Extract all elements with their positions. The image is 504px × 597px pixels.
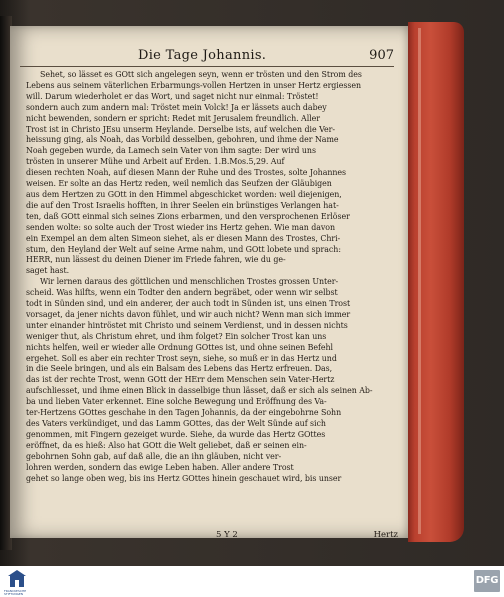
text-line: saget hast. [26,266,70,276]
body-text [26,70,396,484]
text-line: aus dem Hertzen zu GOtt in den Himmel abgeschicket worden: weil diejenigen, [26,189,342,199]
page-edge-red [408,22,464,542]
text-line: weniger thut, als Christum ehret, und ihm folget? Ein solcher Trost kan uns [26,331,327,341]
running-head: Die Tage Johannis. [138,48,267,63]
viewer-bottom-bar [0,566,504,597]
text-line: vorsaget, da jener nichts davon fühlet, und wir auch nicht? Wenn man sich immer [26,309,351,319]
text-line: sondern auch zum andern mal: Tröstet mein Volck! Ja er lässets auch dabey [26,102,327,112]
dfg-logo: DFG [474,570,500,592]
text-line: Lebens aus seinem väterlichen Erbarmungs-vollen Hertzen in unser Hertz ergiessen [26,80,362,90]
text-line: diesen rechten Noah, auf diesen Mann der Ruhe und des Trostes, solte Johannes [26,168,347,178]
text-line: gehet so lange oben weg, bis ins Hertz GOttes hinein geschauet wird, bis unser [26,473,342,483]
text-line: Trost ist in Christo JEsu unserm Heylande. Derselbe ists, auf welchen die Ver- [26,124,335,134]
francke-foundation-logo [2,569,32,595]
page-number: 907 [369,48,394,63]
text-line: aufschliesset, und ihme einen Blick in dasselbige thun lässet, daß er sich als seinen Ab- [26,386,373,396]
text-line: weisen. Er solte an das Hertz reden, weil nemlich das Seufzen der Gläubigen [26,179,332,189]
text-line: ba und lieben Vater erkennet. Eine solche Bewegung und Eröffnung des Va- [26,397,327,407]
page-footer [26,530,398,542]
text-line: in die Seele bringen, und als ein Balsam des Lebens das Hertz erfreuen. Das, [26,364,333,374]
text-line: trösten in unserer Mühe und Arbeit auf Erden. 1.B.Mos.5,29. Auf [26,157,285,167]
text-line: HERR, nun lässest du deinen Diener im Friede fahren, wie du ge- [26,255,286,265]
text-line: lohren werden, sondern das ewige Leben haben. Aller andere Trost [26,462,294,472]
catchword: Hertz [373,530,398,540]
text-line: unter einander hintröstet mit Christo und seinem Verdienst, und in dessen nichts [26,320,348,330]
text-line: eröffnet, da es hieß: Also hat GOtt die Welt geliebet, daß er seinen ein- [26,440,307,450]
text-line: Wir lernen daraus des göttlichen und menschlichen Trostes grossen Unter- [40,277,339,287]
text-line: heissung ging, als Noah, das Vorbild desselben, gebohren, und ihme der Name [26,135,339,145]
text-line: ergehet. Soll es aber ein rechter Trost seyn, siehe, so muß er in das Hertz und [26,353,337,363]
text-line: ten, daß GOtt einmal sich seines Zions erbarmen, und den versprochenen Erlöser [26,211,350,221]
text-line: ter-Hertzens GOttes geschahe in den Tagen Johannis, da der eingebohrne Sohn [26,408,342,418]
text-line: ein Exempel an dem alten Simeon siehet, als er diesen Mann des Trostes, Chri- [26,233,341,243]
signature-mark: 5 Y 2 [216,530,238,540]
text-line: scheid. Was hilfts, wenn ein Todter den andern begräbet, oder wenn wir selbst [26,288,338,298]
text-line: will. Darum wiederholet er das Wort, und saget nicht nur einmal: Tröstet! [26,91,319,101]
text-line: die auf den Trost Israelis hofften, in ihrer Seelen ein brünstiges Verlangen hat- [26,200,339,210]
text-line: Noah gegeben wurde, da Lamech sein Vater von ihm sagte: Der wird uns [26,146,316,156]
text-line: Sehet, so lässet es GOtt sich angelegen seyn, wenn er trösten und den Strom des [40,70,362,79]
text-line: stum, den Heyland der Welt auf seine Arme nahm, und GOtt lobete und sprach: [26,244,341,254]
text-line: senden wolte: so solte auch der Trost wieder ins Hertz gehen. Wie man davon [26,222,336,232]
text-line: todt in Sünden sind, und ein anderer, der auch todt in Sünden ist, uns einen Trost [26,299,351,309]
text-line: genommen, mit Fingern gezeiget wurde. Siehe, da wurde das Hertz GOttes [26,429,326,439]
text-line: des Vaters verkündiget, und das Lamm GOttes, das der Welt Sünde auf sich [26,419,326,428]
text-line: gebohrnen Sohn gab, auf daß alle, die an ihn gläuben, nicht ver- [26,451,282,461]
page-header [20,48,394,66]
orphan-house-icon [2,569,32,589]
text-line: das ist der rechte Trost, wenn GOtt der HErr dem Menschen sein Vater-Hertz [26,375,335,385]
text-line: nichts helfen, weil er wieder alle Ordnung GOttes ist, und ohne seinen Befehl [26,342,334,352]
logo-text: FRANCKESCHE STIFTUNGEN [4,589,27,596]
text-line: nicht bewenden, sondern er spricht: Redet mit Jerusalem freundlich. Aller [26,113,320,123]
header-rule [20,66,394,67]
